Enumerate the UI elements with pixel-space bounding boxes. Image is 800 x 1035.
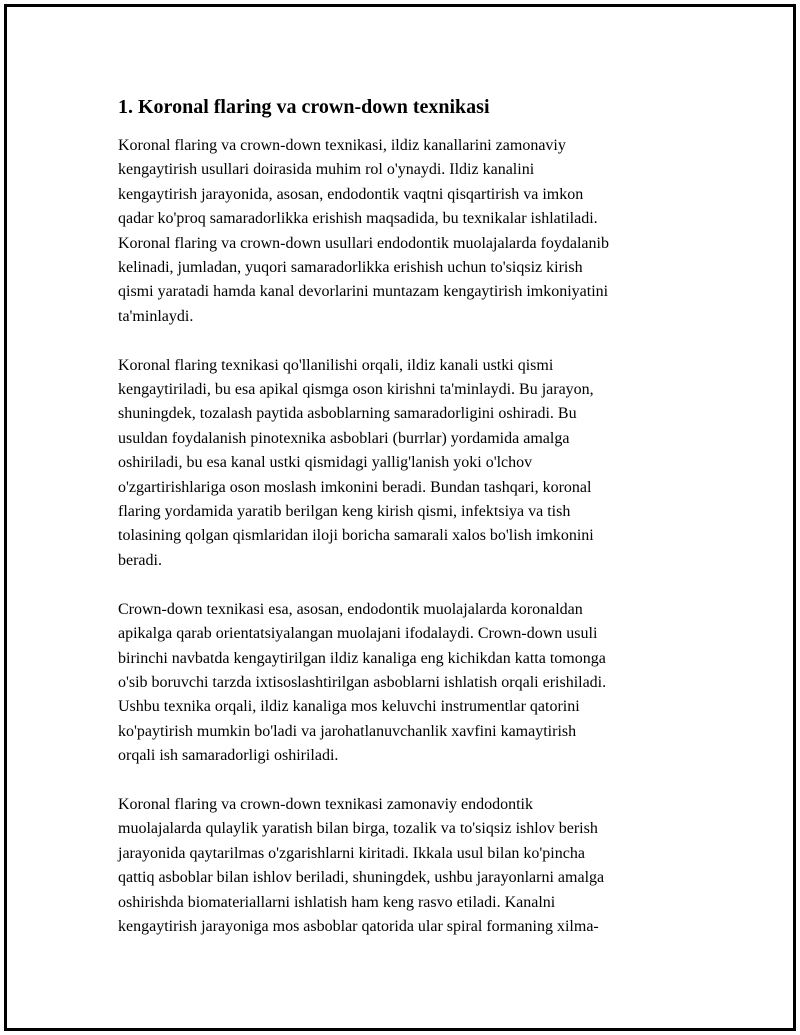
paragraph-4: Koronal flaring va crown-down texnikasi zamonaviy endodontik muolajalarda qulaylik yaratish bilan birga, tozalik va to'siqsiz ishlov berish jarayonida qaytarilmas o'zgarishlarni kiritadi. Ikkala usul bilan ko'pincha qattiq asboblar bilan ishlov beriladi, shuningdek, ushbu jarayonlarni amalga oshirishda biomateriallarni ishlatish ham keng rasvo etiladi. Kanalni kengaytirish jarayoniga mos asboblar qatorida ular spiral formaning xilma- (118, 795, 605, 935)
paragraph-1: Koronal flaring va crown-down texnikasi, ildiz kanallarini zamonaviy kengaytirish usullari doirasida muhim rol o'ynaydi. Ildiz kanalini kengaytirish jarayonida, asosan, endodontik vaqtni qisqartirish va imkon qadar ko'proq samaradorlikka erishish maqsadida, bu texnikalar ishlatiladi. Koronal flaring va crown-down usullari endodontik muolajalarda foydalanib kelinadi, jumladan, yuqori samaradorlikka erishish uchun to'siqsiz kirish qismi yaratadi hamda kanal devorlarini muntazam kengaytirish imkoniyatini ta'minlaydi. (118, 137, 609, 325)
paragraph-3: Crown-down texnikasi esa, asosan, endodontik muolajalarda koronaldan apikalga qarab orientatsiyalangan muolajani ifodalaydi. Crown-down usuli birinchi navbatda kengaytirilgan ildiz kanaliga eng kichikdan katta tomonga o'sib boruvchi tarzda ixtisoslashtirilgan asboblarni ishlatish orqali erishiladi. Ushbu texnika orqali, ildiz kanaliga mos keluvchi instrumentlar qatorini ko'paytirish mumkin bo'ladi va jarohatlanuvchanlik xavfini kamaytirish orqali ish samaradorligi oshiriladi. (118, 600, 607, 765)
section-heading: 1. Koronal flaring va crown-down texnikasi (118, 96, 490, 118)
document-body (118, 94, 688, 964)
paragraph-2: Koronal flaring texnikasi qo'llanilishi orqali, ildiz kanali ustki qismi kengaytiriladi, bu esa apikal qismga oson kirishni ta'minlaydi. Bu jarayon, shuningdek, tozalash paytida asboblarning samaradorligini oshiradi. Bu usuldan foydalanish pinotexnika asboblari (burrlar) yordamida amalga oshiriladi, bu esa kanal ustki qismidagi yallig'lanish yoki o'lchov o'zgartirishlariga oson moslash imkonini beradi. Bundan tashqari, koronal flaring yordamida yaratib berilgan keng kirish qismi, infektsiya va tish tolasining qolgan qismlaridan iloji boricha samarali xalos bo'lish imkonini beradi. (118, 356, 594, 569)
